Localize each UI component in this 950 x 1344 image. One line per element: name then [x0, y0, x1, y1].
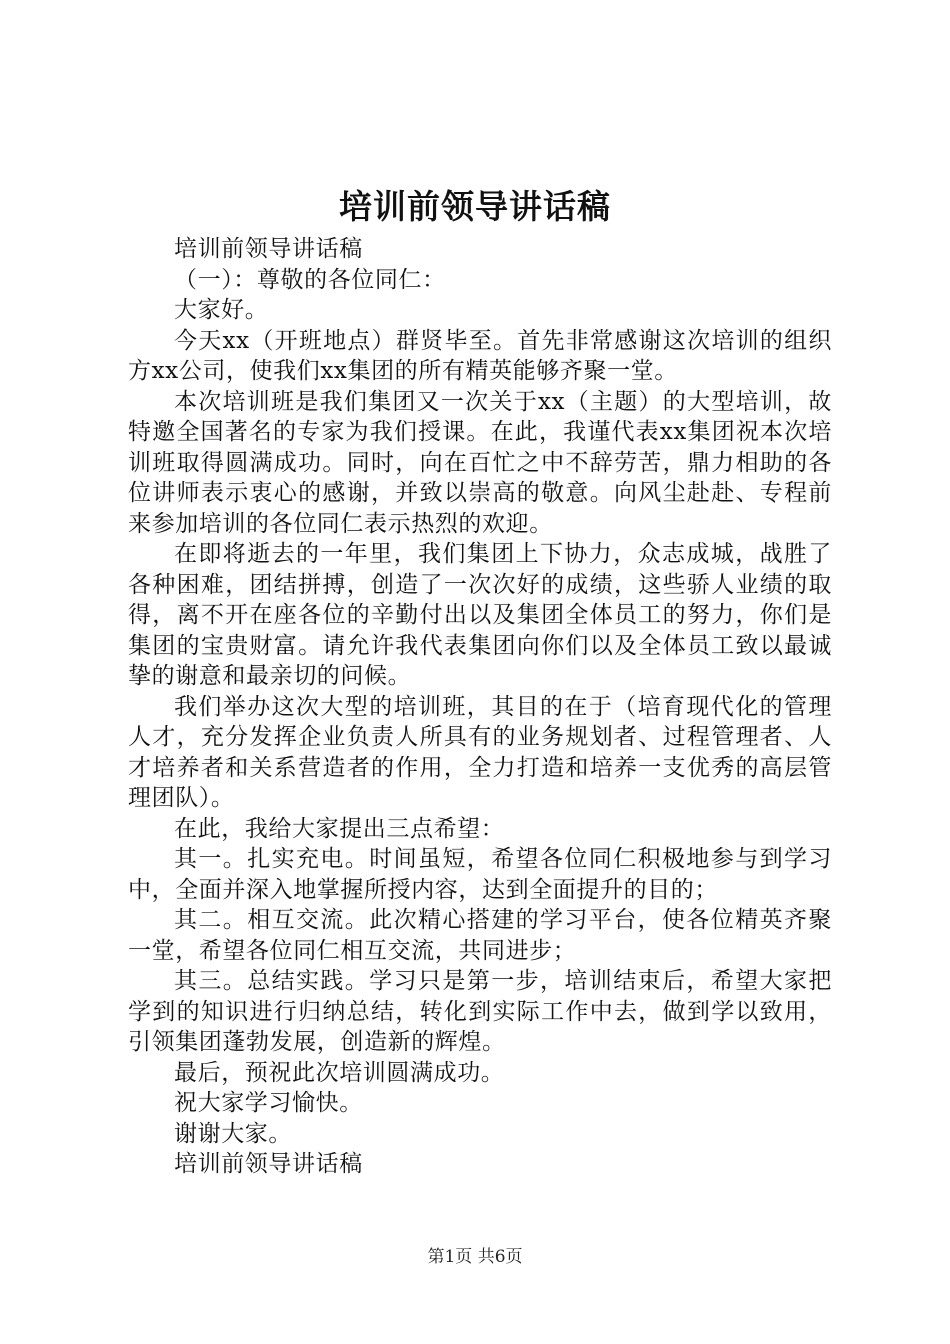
paragraph: 谢谢大家。 [174, 1120, 292, 1147]
paragraph: 祝大家学习愉快。 [174, 1090, 363, 1116]
paragraph: 本次培训班是我们集团又一次关于xx（主题）的大型培训，故特邀全国著名的专家为我们授课。在此，我谨代表xx集团祝本次培训班取得圆满成功。同时，向在百忙之中不辞劳苦，鼎力相助的各位讲师表示衷心的感谢，并致以崇高的敬意。向风尘赴赴、专程前来参加培训的各位同仁表示热烈的欢迎。 [128, 388, 832, 537]
paragraph: 今天xx（开班地点）群贤毕至。首先非常感谢这次培训的组织方xx公司，使我们xx集团的所有精英能够齐聚一堂。 [128, 327, 832, 384]
paragraph: 在此，我给大家提出三点希望： [174, 815, 505, 842]
page-number-footer: 第1页 共6页 [427, 1247, 523, 1267]
paragraph: 其二。相互交流。此次精心搭建的学习平台，使各位精英齐聚一堂，希望各位同仁相互交流，共同进步； [128, 907, 832, 964]
paragraph: 我们举办这次大型的培训班，其目的在于（培育现代化的管理人才，充分发挥企业负责人所具有的业务规划者、过程管理者、人才培养者和关系营造者的作用，全力打造和培养一支优秀的高层管理团队）。 [128, 693, 832, 811]
paragraph: 培训前领导讲话稿 [174, 236, 363, 262]
paragraph: 大家好。 [174, 297, 269, 323]
paragraph: 其一。扎实充电。时间虽短，希望各位同仁积极地参与到学习中，全面并深入地掌握所授内容，达到全面提升的目的； [128, 846, 832, 903]
paragraph: 其三。总结实践。学习只是第一步，培训结束后，希望大家把学到的知识进行归纳总结，转化到实际工作中去，做到学以致用，引领集团蓬勃发展，创造新的辉煌。 [128, 968, 832, 1055]
paragraph: 在即将逝去的一年里，我们集团上下协力，众志成城，战胜了各种困难，团结拼搏，创造了一次次好的成绩，这些骄人业绩的取得，离不开在座各位的辛勤付出以及集团全体员工的努力，你们是集团的宝贵财富。请允许我代表集团向你们以及全体员工致以最诚挚的谢意和最亲切的问候。 [128, 541, 832, 689]
document-body [128, 234, 832, 1180]
paragraph: （一）：尊敬的各位同仁： [174, 266, 446, 293]
paragraph: 最后，预祝此次培训圆满成功。 [174, 1059, 505, 1086]
paragraph: 培训前领导讲话稿 [174, 1151, 363, 1177]
document-title: 培训前领导讲话稿 [339, 187, 611, 226]
